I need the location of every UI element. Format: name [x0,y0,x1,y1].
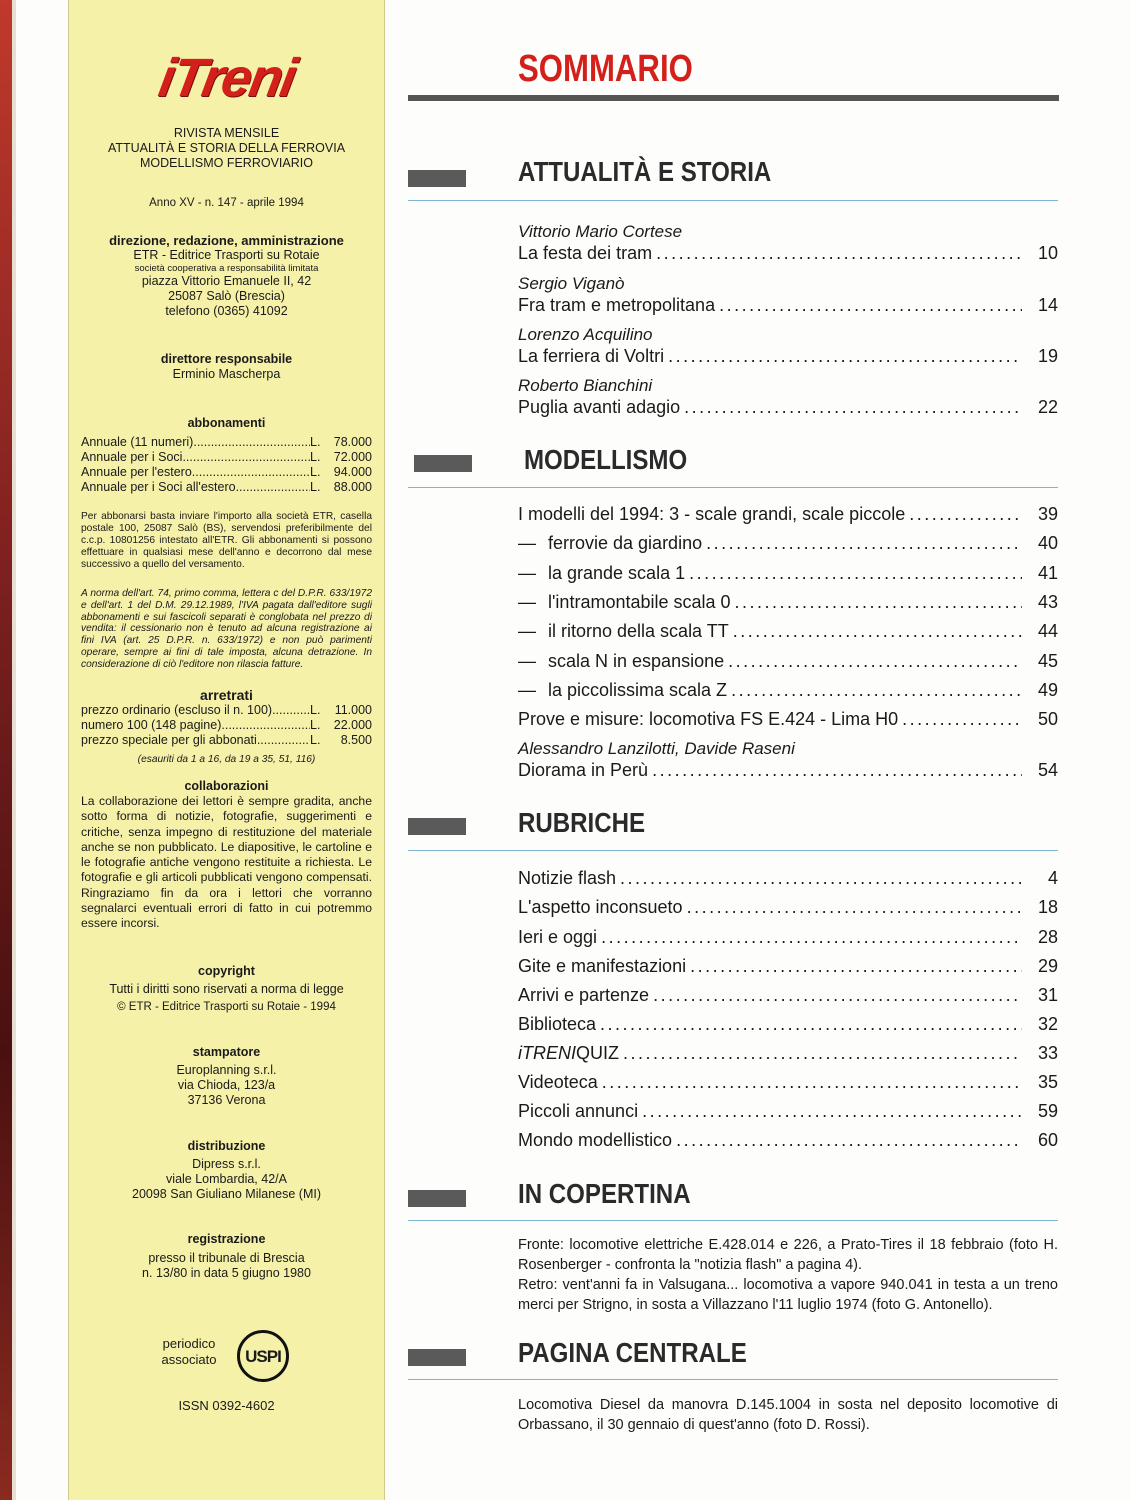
toc-entry: — il ritorno della scala TT ..... 44 [518,620,1058,642]
toc-entry: Lorenzo Acquilino La ferriera di Voltri ..... 19 [518,325,1058,367]
toc-entry: Prove e misure: locomotiva FS E.424 - Lima H0 ..... 50 [518,708,1058,730]
stampatore-block: stampatore Europlanning s.r.l. via Chioda, 123/a 37136 Verona [176,1045,277,1107]
section-rule [408,200,1058,201]
toc-entry: Gite e manifestazioni ..... 29 [518,955,1058,977]
abbonamenti-note: Per abbonarsi basta inviare l'importo alla società ETR, casella postale 100, 25087 Salò (BS), servendosi preferibilmente del c.c.p. 10801256 intestato all'ETR. Gli abbonamenti si possono effettuare in qualsiasi mese dell'anno e decorrono dal mese successivo a quello del versamento. [81,511,372,570]
uspi-logo: USPI [237,1330,289,1382]
section-marker [408,818,466,835]
price-row: Annuale (11 numeri) ..... L. 78.000 [81,435,372,450]
title-rule [408,95,1059,101]
price-row: prezzo speciale per gli abbonati ..... L. 8.500 [81,733,372,748]
iva-note: A norma dell'art. 74, primo comma, lettera c del D.P.R. 633/1972 e dell'art. 1 del D.M. 29.12.1989, l'IVA pagata dall'editore sugli abbonamenti e sui fascicoli separati è conglobata nel prezzo di vendita: il cessionario non è tenuto ad alcuna registrazione ai fini IVA (art. 25 D.P.R. n. 633/1972) e non può parimenti operare, sempre ai fini di tale imposta, alcuna detrazione. In considerazione di ciò l'editore non rilascia fatture. [81,588,372,670]
centrale-text: Locomotiva Diesel da manovra D.145.1004 in sosta nel deposito locomotive di Orbassano, il 30 gennaio di quest'anno (foto D. Rossi). [518,1397,1058,1433]
toc-entry: — l'intramontabile scala 0 ..... 43 [518,591,1058,613]
page-edge [0,0,12,1500]
toc-entry: Vittorio Mario Cortese La festa dei tram ..... 10 [518,222,1058,264]
toc-entry: — la piccolissima scala Z ..... 49 [518,679,1058,701]
distribuzione-block: distribuzione Dipress s.r.l. viale Lombardia, 42/A 20098 San Giuliano Milanese (MI) [132,1139,321,1201]
section-marker [408,1190,466,1207]
section-title-modellismo: MODELLISMO [524,444,688,475]
table-of-contents [408,0,1060,1500]
price-row: prezzo ordinario (escluso il n. 100) ..... L. 11.000 [81,703,372,718]
abbonamenti-block: abbonamenti Annuale (11 numeri) ..... L. 78.000 Annuale per i Soci ..... L. 72.000 Annuale per l'estero ..... L. 94.000 Annuale per i Soci all'estero ..... L. 88.000 [81,416,372,495]
copyright-block: copyright Tutti i diritti sono riservati a norma di legge © ETR - Editrice Trasporti su Rotaie - 1994 [109,964,344,1013]
section-rule [408,850,1058,851]
price-row: Annuale per i Soci ..... L. 72.000 [81,450,372,465]
section-rule [408,1379,1058,1380]
section-title-rubriche: RUBRICHE [518,807,646,838]
toc-entry: iTRENIQUIZ ..... 33 [518,1042,1058,1064]
toc-entry: Biblioteca ..... 32 [518,1013,1058,1035]
section-title-attualita: ATTUALITÀ E STORIA [518,156,772,187]
magazine-logo: iTreni [154,48,300,108]
toc-entry: Arrivi e partenze ..... 31 [518,984,1058,1006]
arretrati-block: arretrati prezzo ordinario (escluso il n. 100) ..... L. 11.000 numero 100 (148 pagine) ..... L. 22.000 prezzo speciale per gli abbonati ..... L. 8.500 (esauriti da 1 a 16, da 19 a 35, 51, 116) [81,688,372,766]
issn: ISSN 0392-4602 [178,1398,275,1413]
masthead-sidebar [68,0,385,1500]
toc-entry: Sergio Viganò Fra tram e metropolitana ..... 14 [518,274,1058,316]
page-title: SOMMARIO [518,48,693,90]
collaborazioni-block: collaborazioni La collaborazione dei lettori è sempre gradita, anche sotto forma di notizie, fotografie, suggerimenti e critiche, senza impegno di restituzione del materiale anche se non pubblicato. Le diapositive, le cartoline e le fotografie antiche vengono restituite a richiesta. Le fotografie e gli articoli pubblicati vengono compensati. Ringraziamo fin da ora i lettori che vorranno segnalarci eventuali errori di fatto in cui potremmo essere incorsi. [81,779,372,931]
issue-info: Anno XV - n. 147 - aprile 1994 [149,197,304,209]
copertina-fronte: Fronte: locomotive elettriche E.428.014 e 226, a Prato-Tires il 18 febbraio (foto H. Rosenberger - confronta la "notizia flash" a pagina 4). [518,1237,1058,1273]
toc-entry: L'aspetto inconsueto ..... 18 [518,896,1058,918]
toc-entry: Videoteca ..... 35 [518,1071,1058,1093]
uspi-text: periodico associato [161,1336,217,1367]
section-title-copertina: IN COPERTINA [518,1178,691,1209]
section-marker [408,1349,466,1366]
toc-entry: — scala N in espansione ..... 45 [518,650,1058,672]
masthead-subtitle: RIVISTA MENSILE ATTUALITÀ E STORIA DELLA FERROVIA MODELLISMO FERROVIARIO [107,126,346,170]
price-row: numero 100 (148 pagine) ..... L. 22.000 [81,718,372,733]
toc-entry: Ieri e oggi ..... 28 [518,926,1058,948]
direzione-block: direzione, redazione, amministrazione ETR - Editrice Trasporti su Rotaie società cooperativa a responsabilità limitata piazza Vittorio Emanuele II, 42 25087 Salò (Brescia) telefono (0365) 41092 [109,233,344,318]
registrazione-block: registrazione presso il tribunale di Brescia n. 13/80 in data 5 giugno 1980 [142,1232,311,1280]
section-rule [408,487,1058,488]
toc-entry: Roberto Bianchini Puglia avanti adagio ..... 22 [518,376,1058,418]
price-row: Annuale per i Soci all'estero ..... L. 88.000 [81,480,372,495]
toc-entry: Mondo modellistico ..... 60 [518,1129,1058,1151]
page-gutter [12,0,16,1500]
toc-entry: — ferrovie da giardino ..... 40 [518,532,1058,554]
section-marker [408,170,466,187]
toc-entry: Notizie flash ..... 4 [518,867,1058,889]
copertina-retro: Retro: vent'anni fa in Valsugana... locomotiva a vapore 940.041 in testa a un treno merci per Strigno, in sosta a Villazzano l'11 luglio 1974 (foto G. Antonello). [518,1277,1058,1313]
toc-entry: Alessandro Lanzilotti, Davide Raseni Diorama in Perù ..... 54 [518,739,1058,781]
section-title-centrale: PAGINA CENTRALE [518,1337,747,1368]
toc-entry: Piccoli annunci ..... 59 [518,1100,1058,1122]
toc-entry: — la grande scala 1 ..... 41 [518,562,1058,584]
toc-entry: I modelli del 1994: 3 - scale grandi, scale piccole ..... 39 [518,503,1058,525]
section-marker [414,455,472,472]
section-rule [408,1220,1058,1221]
direttore-block: direttore responsabile Erminio Mascherpa [160,352,293,381]
price-row: Annuale per l'estero ..... L. 94.000 [81,465,372,480]
